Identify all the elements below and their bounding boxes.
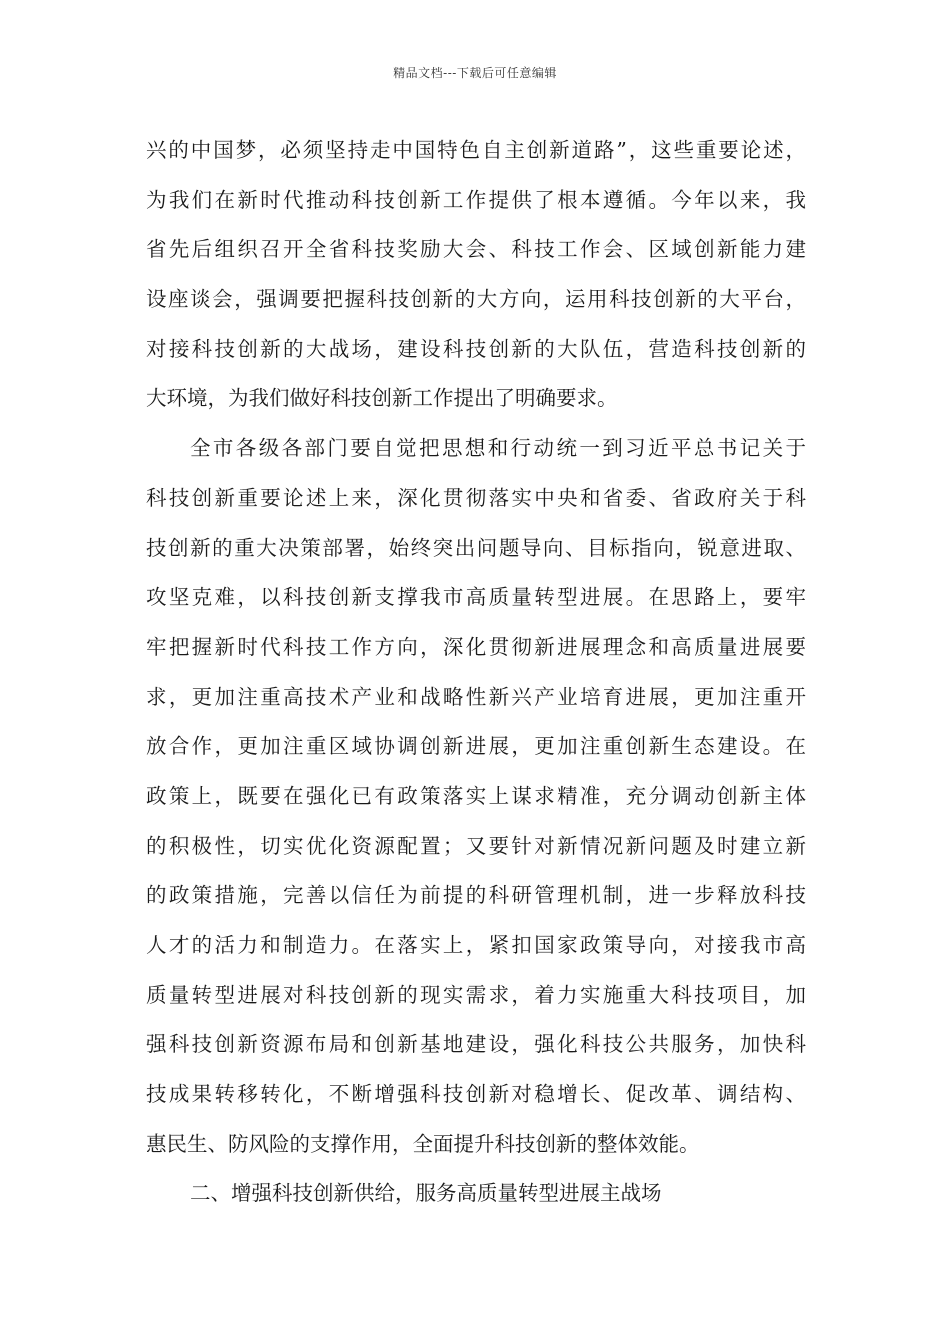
text-line: 放合作，更加注重区域协调创新进展，更加注重创新生态建设。在 (146, 734, 806, 759)
text-line: 惠民生、防风险的支撑作用，全面提升科技创新的整体效能。 (146, 1131, 700, 1156)
text-line: 人才的活力和制造力。在落实上，紧扣国家政策导向，对接我市高 (146, 933, 806, 957)
text-line: 攻坚克难，以科技创新支撑我市高质量转型进展。在思路上，要牢 (146, 585, 806, 610)
paragraph-2 (146, 424, 806, 1169)
text-line: 为我们在新时代推动科技创新工作提供了根本遵循。今年以来，我 (146, 187, 806, 212)
heading-line: 二、增强科技创新供给，服务高质量转型进展主战场 (190, 1181, 662, 1206)
page-header: 精品文档---下载后可任意编辑 (393, 66, 557, 80)
text-line: 政策上，既要在强化已有政策落实上谋求精准，充分调动创新主体 (146, 783, 806, 808)
text-line: 质量转型进展对科技创新的现实需求，着力实施重大科技项目，加 (146, 982, 806, 1007)
text-line: 技成果转移转化，不断增强科技创新对稳增长、促改革、调结构、 (146, 1082, 806, 1107)
text-line: 牢把握新时代科技工作方向，深化贯彻新进展理念和高质量进展要 (146, 634, 806, 659)
text-line: 技创新的重大决策部署，始终突出问题导向、目标指向，锐意进取、 (146, 535, 806, 560)
section-heading (146, 1169, 806, 1219)
text-line: 的政策措施，完善以信任为前提的科研管理机制，进一步释放科技 (146, 883, 806, 908)
document-body (146, 126, 806, 1219)
text-line: 设座谈会，强调要把握科技创新的大方向，运用科技创新的大平台， (146, 287, 806, 312)
text-line: 全市各级各部门要自觉把思想和行动统一到习近平总书记关于 (190, 436, 806, 461)
text-line: 强科技创新资源布局和创新基地建设，强化科技公共服务，加快科 (146, 1032, 806, 1057)
text-line: 科技创新重要论述上来，深化贯彻落实中央和省委、省政府关于科 (146, 485, 806, 510)
text-line: 兴的中国梦，必须坚持走中国特色自主创新道路”，这些重要论述， (146, 138, 806, 162)
text-line: 对接科技创新的大战场，建设科技创新的大队伍，营造科技创新的 (146, 336, 806, 361)
text-line: 大环境，为我们做好科技创新工作提出了明确要求。 (146, 386, 618, 411)
text-line: 的积极性，切实优化资源配置；又要针对新情况新问题及时建立新 (146, 833, 806, 858)
paragraph-1 (146, 126, 806, 424)
text-line: 省先后组织召开全省科技奖励大会、科技工作会、区域创新能力建 (146, 237, 806, 262)
text-line: 求，更加注重高技术产业和战略性新兴产业培育进展，更加注重开 (146, 684, 806, 709)
